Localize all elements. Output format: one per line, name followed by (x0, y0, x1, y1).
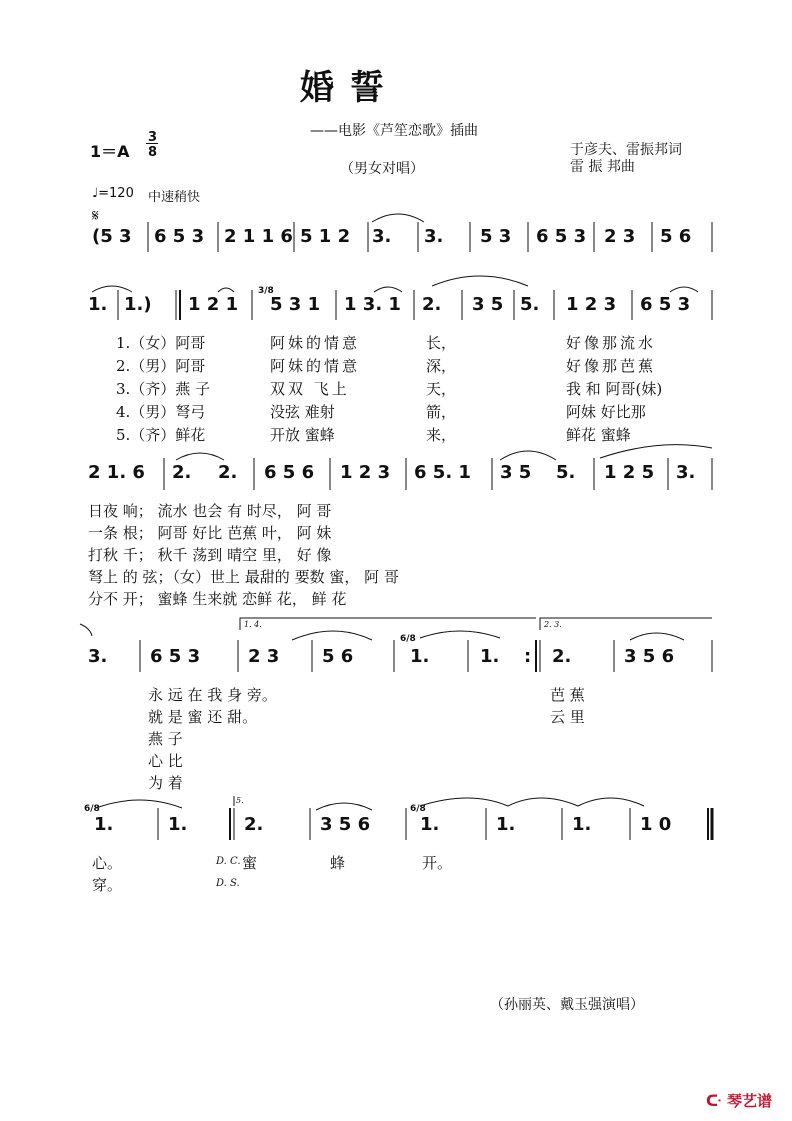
verse-4-part-d: 阿妹 好比那 (566, 403, 646, 421)
measure: 1 2 1 (188, 294, 239, 315)
tempo-mark: ♩=120 (92, 186, 134, 201)
lyric-line: 芭 蕉 (550, 686, 585, 704)
lyric-ending: 穿。 (92, 876, 123, 894)
lyric-line: 弩上 的 弦；（女）世上 最甜的 要数 蜜， 阿 哥 (88, 568, 399, 586)
volta-1-4: 1. 4. (244, 620, 262, 629)
measure: 1. (572, 814, 592, 835)
measure: 1. (88, 294, 108, 315)
time-signature-change: 6/8 (400, 634, 416, 644)
lyric-ending: 心。 (92, 854, 123, 872)
volta-2-3: 2. 3. (544, 620, 562, 629)
verse-3-part-b: 双双 飞上 (270, 380, 350, 398)
verse-1-part-d: 好像那流水 (566, 334, 657, 352)
measure: 1. (420, 814, 440, 835)
verse-4-part-a: 4.（男）弩弓 (116, 403, 206, 421)
measure: (5 3 (92, 226, 132, 247)
verse-2-part-b: 阿妹的情意 (270, 357, 361, 375)
measure: 3 5 6 (320, 814, 371, 835)
measure: 1 3. 1 (344, 294, 401, 315)
measure: 5 3 (480, 226, 512, 247)
composer-credit: 雷 振 邦曲 (570, 159, 635, 175)
measure: 2. (244, 814, 264, 835)
key-signature: 1＝A (90, 142, 130, 161)
measure: 3. (424, 226, 444, 247)
measure: 2. (172, 462, 192, 483)
measure: 5. (520, 294, 540, 315)
verse-5-part-d: 鲜花 蜜蜂 (566, 426, 631, 444)
lyric-line: 打秋 千； 秋千 荡到 晴空 里， 好 像 (88, 546, 332, 564)
singers-credit: （孙丽英、戴玉强演唱） (490, 997, 644, 1013)
measure: 2. (422, 294, 442, 315)
dal-segno-mark: D. S. (216, 878, 240, 889)
repeat-dots: : (524, 646, 532, 667)
lyric-ending: 蜂 (330, 854, 346, 872)
measure: 2 1. 6 (88, 462, 145, 483)
logo-icon: ᑢ (706, 1092, 727, 1110)
lyric-line: 就 是 蜜 还 甜。 (148, 708, 258, 726)
measure: 1. (480, 646, 500, 667)
measure: 2. (218, 462, 238, 483)
verse-2-part-c: 深， (426, 357, 457, 375)
measure: 1. (94, 814, 114, 835)
lyricist-credit: 于彦夫、雷振邦词 (570, 142, 682, 158)
measure: 6 5 3 (536, 226, 587, 247)
measure: 5 3 1 (270, 294, 321, 315)
measure: 5. (556, 462, 576, 483)
measure: 5 1 2 (300, 226, 351, 247)
measure: 5 6 (322, 646, 354, 667)
page-title: 婚 誓 (300, 68, 386, 108)
measure: 6 5 6 (264, 462, 315, 483)
lyric-ending: 蜜 (242, 854, 258, 872)
measure: 3 5 6 (624, 646, 675, 667)
measure: 5 6 (660, 226, 692, 247)
subtitle: ——电影《芦笙恋歌》插曲 (310, 123, 478, 139)
verse-3-part-d: 我 和 阿哥(妹) (566, 380, 663, 398)
lyric-line: 分不 开； 蜜蜂 生来就 恋鲜 花， 鲜 花 (88, 590, 347, 608)
measure: 1. (168, 814, 188, 835)
verse-1-part-b: 阿妹的情意 (270, 334, 361, 352)
watermark-logo: ᑢ 琴艺谱 (706, 1092, 773, 1110)
lyric-line: 心 比 (148, 752, 183, 770)
verse-1-part-c: 长， (426, 334, 457, 352)
da-capo-mark: D. C. (216, 856, 241, 867)
lyric-line: 永 远 在 我 身 旁。 (148, 686, 277, 704)
verse-3-part-c: 天， (426, 380, 457, 398)
lyric-line: 为 着 (148, 774, 183, 792)
lyric-line: 日夜 响； 流水 也会 有 时尽， 阿 哥 (88, 502, 332, 520)
measure: 2 3 (604, 226, 636, 247)
lyric-line: 燕 子 (148, 730, 183, 748)
tempo-text: 中速稍快 (148, 190, 201, 205)
measure: 2 1 1 6 (224, 226, 293, 247)
lyric-line: 一条 根； 阿哥 好比 芭蕉 叶， 阿 妹 (88, 524, 332, 542)
time-signature-numerator: 3 (148, 130, 158, 145)
lyric-line: 云 里 (550, 708, 585, 726)
verse-3-part-a: 3.（齐）燕 子 (116, 380, 211, 398)
measure: 1 2 5 (604, 462, 655, 483)
measure: 6 5. 1 (414, 462, 471, 483)
verse-1-part-a: 1.（女）阿哥 (116, 334, 206, 352)
measure: 1. (496, 814, 516, 835)
performers-note: （男女对唱） (340, 161, 424, 177)
time-signature-change: 6/8 (84, 804, 100, 814)
measure: 1 0 (640, 814, 672, 835)
verse-4-part-b: 没弦 难射 (270, 403, 335, 421)
time-signature-denominator: 8 (148, 145, 158, 160)
measure: 2. (552, 646, 572, 667)
measure: 6 5 3 (150, 646, 201, 667)
verse-4-part-c: 箭， (426, 403, 457, 421)
segno-icon: 𝄋 (92, 206, 99, 225)
verse-5-part-b: 开放 蜜蜂 (270, 426, 335, 444)
measure: 1.) (124, 294, 152, 315)
measure: 3 5 (500, 462, 532, 483)
verse-5-part-c: 来， (426, 426, 457, 444)
volta-5: 5. (236, 796, 244, 805)
verse-2-part-a: 2.（男）阿哥 (116, 357, 206, 375)
measure: 3. (372, 226, 392, 247)
time-signature-change: 6/8 (410, 804, 426, 814)
measure: 6 5 3 (154, 226, 205, 247)
measure: 3. (676, 462, 696, 483)
verse-5-part-a: 5.（齐）鲜花 (116, 426, 206, 444)
measure: 2 3 (248, 646, 280, 667)
measure: 1 2 3 (566, 294, 617, 315)
measure: 3. (88, 646, 108, 667)
lyric-ending: 开。 (422, 854, 453, 872)
measure: 1. (410, 646, 430, 667)
time-signature-change: 3/8 (258, 286, 274, 296)
measure: 3 5 (472, 294, 504, 315)
measure: 1 2 3 (340, 462, 391, 483)
quarter-note-icon: ♩ (92, 186, 99, 201)
verse-2-part-d: 好像那芭蕉 (566, 357, 657, 375)
measure: 6 5 3 (640, 294, 691, 315)
